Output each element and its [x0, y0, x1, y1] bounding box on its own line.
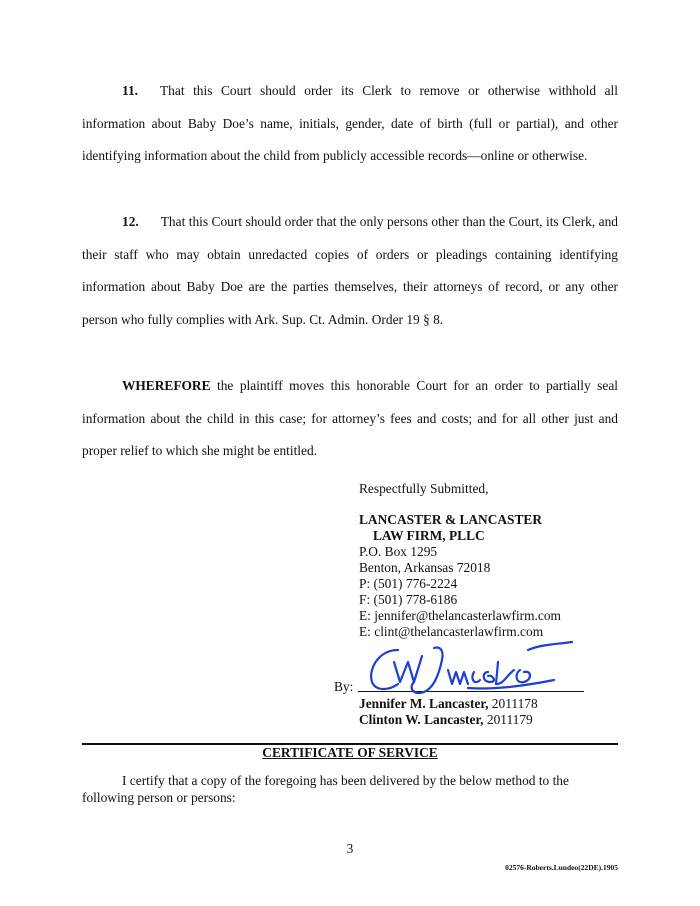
wherefore-text: the plaintiff moves this honorable Court for an order to partially seal information about the child in this case; for attorney’s fees and costs; and for all other just and proper relief to which she might be entitled. — [82, 378, 618, 459]
attorney-2-name: Clinton W. Lancaster, — [359, 712, 484, 727]
firm-name-line1: LANCASTER & LANCASTER — [359, 512, 543, 527]
paragraph-text: That this Court should order that the only persons other than the Court, its Clerk, and their staff who may obtain unredacted copies of orders or pleadings containing identifying information about Baby Doe are the parties themselves, their attorneys of record, or any other person who fully complies with Ark. Sup. Ct. Admin. Order 19 § 8. — [82, 214, 618, 327]
firm-email-jennifer: E: jennifer@thelancasterlawfirm.com — [359, 608, 561, 623]
firm-name-line2: LAW FIRM, PLLC — [373, 528, 485, 543]
document-code: 02576-Roberts.Lundeo(22DE).1905 — [505, 863, 618, 872]
attorney-2 — [359, 712, 533, 728]
wherefore-keyword: WHEREFORE — [122, 378, 211, 393]
paragraph-number: 11. — [122, 83, 138, 98]
certificate-text: I certify that a copy of the foregoing has been delivered by the below method to the following person or persons: — [82, 773, 569, 805]
firm-email-clint: E: clint@thelancasterlawfirm.com — [359, 624, 544, 639]
handwritten-signature — [364, 640, 574, 696]
by-label: By: — [334, 679, 354, 694]
firm-name — [359, 512, 561, 640]
firm-address-line1: P.O. Box 1295 — [359, 544, 438, 559]
page-number: 3 — [346, 841, 354, 856]
paragraph-text: That this Court should order its Clerk to remove or otherwise withhold all information about Baby Doe’s name, initials, gender, date of birth (full or partial), and other identifying information about the child from publicly accessible records—online or otherwise. — [82, 83, 618, 164]
wherefore-clause — [82, 370, 618, 468]
paragraph-11 — [82, 75, 618, 173]
paragraph-12 — [82, 206, 618, 336]
attorney-1-name: Jennifer M. Lancaster, — [359, 696, 489, 711]
closing-text: Respectfully Submitted, — [359, 481, 489, 496]
certificate-heading: CERTIFICATE OF SERVICE — [262, 745, 438, 760]
paragraph-number: 12. — [122, 214, 139, 229]
attorney-1 — [359, 696, 538, 712]
attorney-1-bar-number: 2011178 — [491, 696, 538, 711]
firm-fax: F: (501) 778-6186 — [359, 592, 458, 607]
attorney-2-bar-number: 2011179 — [486, 712, 533, 727]
firm-address-line2: Benton, Arkansas 72018 — [359, 560, 491, 575]
firm-phone: P: (501) 776-2224 — [359, 576, 458, 591]
